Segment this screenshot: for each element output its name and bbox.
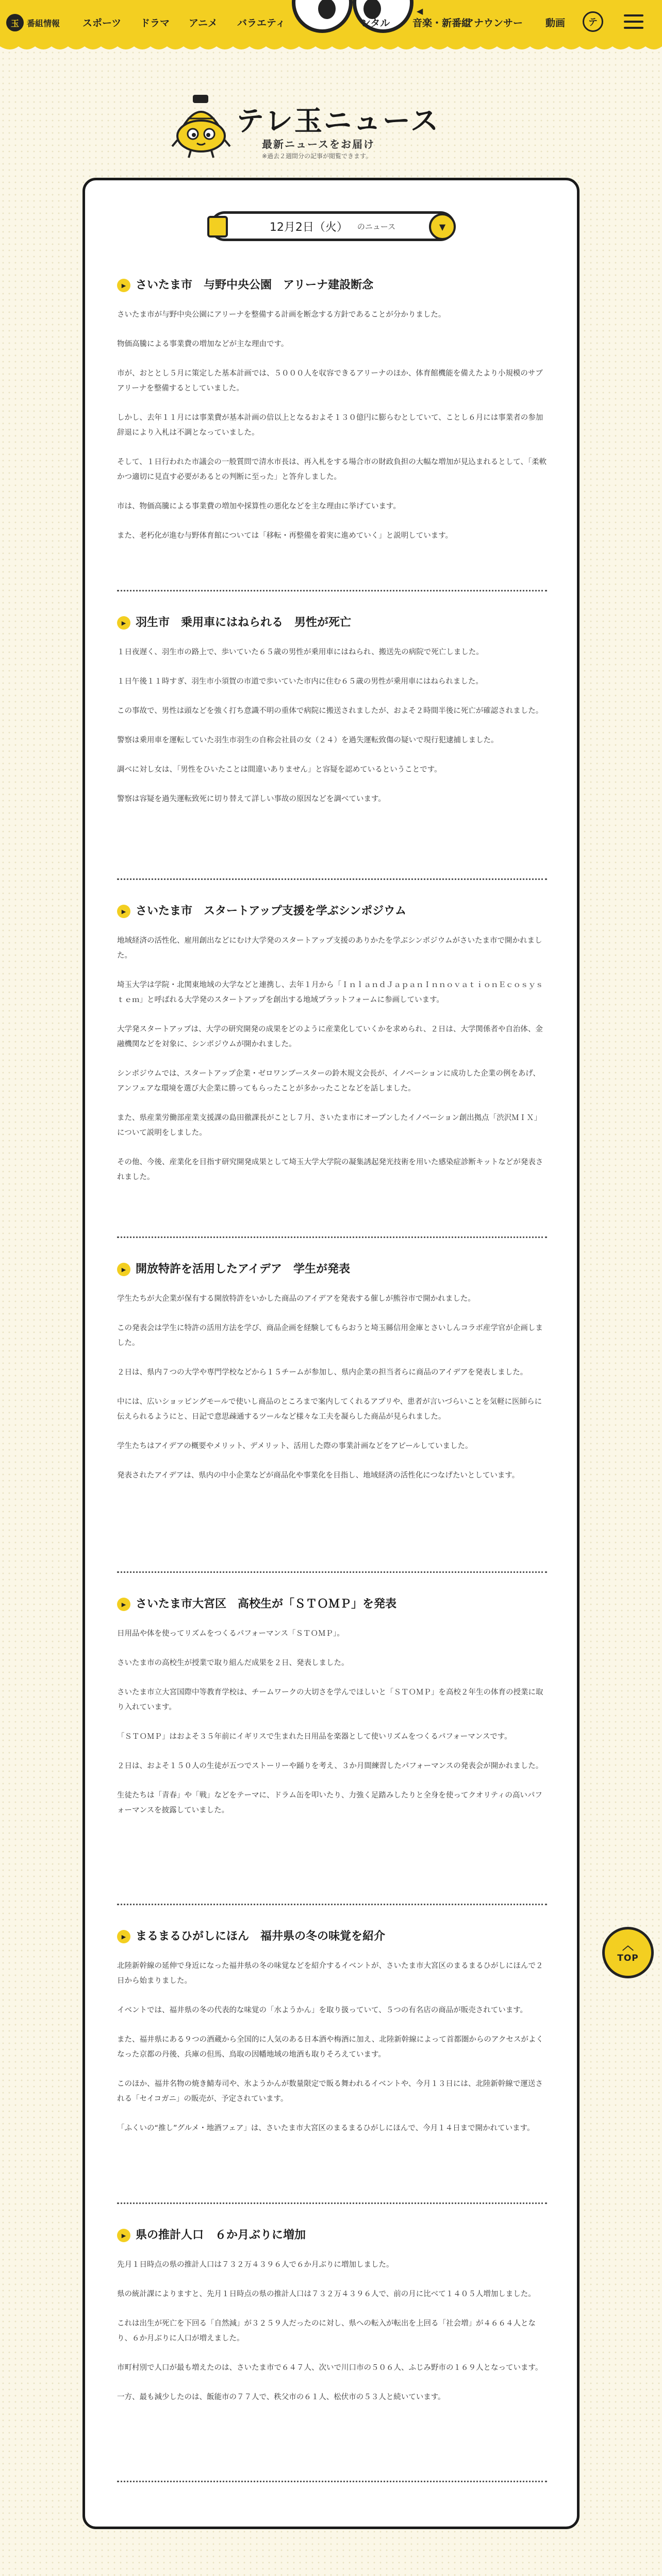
article-title: さいたま市大宮区 高校生が「ＳＴＯＭＰ」を発表 [136, 1598, 397, 1611]
article-divider [117, 1571, 547, 1573]
article-paragraph: また、老朽化が進む与野体育館については「移転・再整備を着実に進めていく」と説明しています。 [117, 532, 453, 540]
chevron-down-icon[interactable]: ▼ [429, 213, 456, 240]
article-paragraph: 生徒たちは「青春」や「戦」などをテーマに、ドラム缶を叩いたり、力強く足踏みしたりと全身を使ってクオリティの高いパフォーマンスを披露していました。 [117, 1791, 542, 1815]
left-eye [292, 0, 353, 33]
article-heading [117, 613, 547, 634]
article-paragraph: ２日は、県内７つの大学や専門学校などから１５チームが参加し、県内企業の担当者らに商品のアイデアを発表しました。 [117, 1368, 528, 1377]
article-paragraph: 大学発スタートアップは、大学の研究開発の成果をどのように産業化していくかを求められ、２日は、大学関係者や自治体、金融機関などを対象に、シンポジウムが開かれました。 [117, 1025, 543, 1048]
article-body [117, 1959, 547, 2136]
article-paragraph: その他、今後、産業化を目指す研究開発成果として埼玉大学大学院の凝集誘起発光技術を用いた感染症診断キットなどが発表されました。 [117, 1158, 543, 1181]
article-body [117, 934, 547, 1185]
article-paragraph: 学生たちはアイデアの概要やメリット、デメリット、活用した際の事業計画などをアピールしていました。 [117, 1442, 473, 1450]
article-divider [117, 2202, 547, 2204]
play-bullet-icon: ▶ [117, 2229, 130, 2242]
article-heading [117, 1927, 547, 1947]
article-paragraph: これは出生が死亡を下回る「自然減」が３２５９人だったのに対し、県への転入が転出を上回る「社会増」が４６６４人となり、６か月ぶりに人口が増えました。 [117, 2319, 536, 2343]
article-paragraph: 警察は容疑を過失運転致死に切り替えて詳しい事故の原因などを調べています。 [117, 795, 386, 803]
nav-item-rental[interactable]: ンタル [361, 18, 390, 29]
hamburger-menu-icon[interactable] [624, 14, 643, 30]
article-heading [117, 902, 547, 922]
article-paragraph: このほか、福井名物の焼き鯖寿司や、氷ようかんが数量限定で販る舞われるイベントや、今月１３日には、北陸新幹線で運送される「セイコガニ」の販売が、予定されています。 [117, 2080, 543, 2103]
article-paragraph: 「ＳＴＯＭＰ」はおよそ３５年前にイギリスで生まれた日用品を楽器として使いリズムをつくるパフォーマンスです。 [117, 1733, 512, 1741]
nav-item-variety[interactable]: バラエティ [237, 18, 286, 29]
news-card [82, 178, 580, 2529]
article-paragraph: 市町村別で人口が最も増えたのは、さいたま市で６４７人、次いで川口市の５０６人、ふじみ野市の１６９人となっています。 [117, 2364, 543, 2372]
article-divider [117, 1904, 547, 1905]
logo-text: 番組情報 [27, 18, 60, 28]
nav-item-video[interactable]: 動画 [545, 18, 566, 29]
article-body [117, 1292, 547, 1483]
article-paragraph: この発表会は学生に特許の活用方法を学び、商品企画を経験してもらおうと埼玉縣信用金庫とさいしんコラボ産学官が企画しました。 [117, 1324, 543, 1347]
logo-badge: 玉 [6, 14, 24, 31]
article-paragraph: イベントでは、福井県の冬の代表的な味覚の「水ようかん」を取り扱っていて、５つの有名店の商品が販売されています。 [117, 2006, 528, 2014]
page-title: テレ玉ニュース [236, 105, 440, 137]
article-body [117, 1626, 547, 1818]
article-title: さいたま市 スタートアップ支援を学ぶシンポジウム [136, 905, 407, 918]
chevron-up-icon: ︿ [622, 1940, 634, 1953]
nav-item-anime[interactable]: アニメ [189, 18, 218, 29]
article-title: さいたま市 与野中央公園 アリーナ建設断念 [136, 279, 374, 292]
nav-item-drama[interactable]: ドラマ [140, 18, 170, 29]
article-paragraph: 北陸新幹線の延伸で身近になった福井県の冬の味覚などを紹介するイベントが、さいたま市大宮区のまるまるひがしにほんで２日から始まりました。 [117, 1962, 543, 1985]
article-paragraph: １日夜遅く、羽生市の路上で、歩いていた６５歳の男性が乗用車にはねられ、搬送先の病院で死亡しました。 [117, 648, 484, 656]
article-paragraph: 中には、広いショッピングモールで使いし商品のところまで案内してくれるアプリや、患者が言いづらいことを気軽に医師らに伝えられるようにと、日記で意思疎通するツールなど様々な工夫を凝らした商品が見られました。 [117, 1398, 542, 1421]
article-heading [117, 276, 547, 296]
article-paragraph: 先月１日時点の県の推計人口は７３２万４３９６人で６か月ぶりに増加しました。 [117, 2261, 394, 2269]
news-article [117, 613, 547, 821]
nav-item-announcer[interactable]: アナウンサー [464, 18, 523, 29]
play-bullet-icon: ▶ [117, 905, 130, 918]
news-article [117, 1927, 547, 2150]
article-paragraph: １日午後１１時すぎ、羽生市小須賀の市道で歩いていた市内に住む６５歳の男性が乗用車にはねられました。 [117, 677, 483, 686]
article-paragraph: そして、１日行われた市議会の一般質問で清水市長は、再入札をする場合市の財政負担の大幅な増加が見込まれるとして、「柔軟かつ適切に見直す必要があるとの判断に至った」と答弁しました。 [117, 458, 547, 481]
news-header [170, 93, 492, 170]
play-bullet-icon: ▶ [117, 1930, 130, 1943]
news-article [117, 902, 547, 1199]
article-paragraph: 発表されたアイデアは、県内の中小企業などが商品化や事業化を目指し、地域経済の活性化につなげたいとしています。 [117, 1471, 520, 1480]
archive-note: ※過去２週間分の記事が閲覧できます。 [262, 152, 372, 160]
article-paragraph: 県の統計課によりますと、先月１日時点の県の推計人口は７３２万４３９６人で、前の月に比べて１４０５人増加しました。 [117, 2290, 536, 2298]
article-paragraph: しかし、去年１１月には事業費が基本計画の倍以上となるおよそ１３０億円に膨らむとしていて、ことし６月には事業者の参加辞退により入札は不調となっていました。 [117, 414, 543, 437]
article-divider [117, 1236, 547, 1238]
article-title: 開放特許を活用したアイデア 学生が発表 [136, 1263, 351, 1276]
back-to-top-button[interactable] [602, 1927, 654, 1978]
arrow-left-icon[interactable]: ◀ [417, 6, 423, 16]
article-paragraph: さいたま市立大宮国際中等教育学校は、チームワークの大切さを学んでほしいと「ＳＴＯＭＰ」を高校２年生の体育の授業に取り入れています。 [117, 1688, 543, 1711]
article-paragraph: また、県産業労働部産業支援課の島田徹課長がことし７月、さいたま市にオープンしたイノベーション創出拠点「渋沢ＭＩＸ」について説明をしました。 [117, 1114, 542, 1137]
mascot-eyes [292, 0, 416, 26]
article-paragraph: 警察は乗用車を運転していた羽生市羽生の自称会社員の女（２４）を過失運転致傷の疑いで現行犯逮捕しました。 [117, 736, 499, 744]
top-navigation [0, 0, 662, 45]
selected-date: 12月2日（火） [269, 221, 348, 234]
nav-wave-divider [0, 43, 662, 54]
nav-item-sports[interactable]: スポーツ [82, 18, 122, 29]
nav-item-music[interactable]: 音楽・新番組 [412, 18, 472, 29]
play-bullet-icon: ▶ [117, 279, 130, 292]
article-paragraph: 物価高騰による事業費の増加などが主な理由です。 [117, 340, 289, 348]
article-paragraph: ２日は、およそ１５０人の生徒が五つでストーリーや踊りを考え、３か月間練習したパフォーマンスの発表会が開かれました。 [117, 1762, 543, 1770]
news-article [117, 276, 547, 558]
site-logo[interactable] [6, 11, 60, 34]
play-bullet-icon: ▶ [117, 1598, 130, 1611]
tv-icon[interactable]: テ [583, 11, 603, 32]
play-bullet-icon: ▶ [117, 1263, 130, 1276]
article-divider [117, 878, 547, 880]
article-paragraph: 地域経済の活性化、雇用創出などにむけ大学発のスタートアップ支援のありかたを学ぶシンポジウムがさいたま市で開かれました。 [117, 937, 542, 960]
news-article [117, 2226, 547, 2419]
calendar-icon [207, 216, 228, 238]
article-paragraph: さいたま市の高校生が授業で取り組んだ成果を２日、発表しました。 [117, 1659, 349, 1667]
article-paragraph: 調べに対し女は、「男性をひいたことは間違いありません」と容疑を認めているということです。 [117, 766, 442, 774]
article-title: 羽生市 乗用車にはねられる 男性が死亡 [136, 616, 352, 629]
article-paragraph: この事故で、男性は頭などを強く打ち意識不明の重体で病院に搬送されましたが、およそ２時間半後に死亡が確認されました。 [117, 707, 543, 715]
article-paragraph: 市が、おととし５月に策定した基本計画では、５０００人を収容できるアリーナのほか、体育館機能を備えたより小規模のサブアリーナを整備するとしていました。 [117, 369, 543, 393]
article-paragraph: 日用品や体を使ってリズムをつくるパフォーマンス「ＳＴＯＭＰ」。 [117, 1630, 344, 1638]
news-article [117, 1595, 547, 1833]
article-title: まるまるひがしにほん 福井県の冬の味覚を紹介 [136, 1930, 386, 1943]
page-subtitle: 最新ニュースをお届け [262, 138, 375, 150]
article-paragraph: 「ふくいの“推し”グルメ・地酒フェア」は、さいたま市大宮区のまるまるひがしにほんで、今月１４日まで開かれています。 [117, 2124, 535, 2132]
article-paragraph: また、福井県にある９つの酒蔵から全国的に人気のある日本酒や梅酒に加え、北陸新幹線によって首都圏からのアクセスがよくなった京都の丹後、兵庫の但馬、鳥取の因幡地域の地酒も取りそろえています。 [117, 2036, 543, 2059]
article-heading [117, 1260, 547, 1280]
article-paragraph: さいたま市が与野中央公園にアリーナを整備する計画を断念する方針であることが分かりました。 [117, 311, 446, 319]
article-paragraph: 市は、物価高騰による事業費の増加や採算性の悪化などを主な理由に挙げています。 [117, 502, 401, 511]
top-button-label: TOP [617, 1953, 639, 1963]
date-selector[interactable] [210, 211, 455, 241]
date-suffix: のニュース [357, 222, 396, 231]
article-heading [117, 2226, 547, 2246]
article-title: 県の推計人口 ６か月ぶりに増加 [136, 2229, 306, 2242]
article-paragraph: シンポジウムでは、スタートアップ企業・ゼロワンブースターの鈴木規文会長が、イノベーションに成功した企業の例をあげ、アンフェアな環境を選び大企業に勝ってもらったことが多かったことなどを話しました。 [117, 1070, 540, 1093]
article-paragraph: 一方、最も減少したのは、飯能市の７７人で、秩父市の６１人、松伏市の５３人と続いています。 [117, 2393, 445, 2401]
article-body [117, 2258, 547, 2405]
article-divider [117, 2481, 547, 2482]
article-heading [117, 1595, 547, 1615]
mascot-icon [170, 93, 232, 160]
news-article [117, 1260, 547, 1498]
article-body [117, 308, 547, 544]
article-body [117, 645, 547, 807]
article-divider [117, 590, 547, 591]
play-bullet-icon: ▶ [117, 616, 130, 630]
article-paragraph: 埼玉大学は学院・北関東地域の大学などと連携し、去年１月から「ＩｎｌａｎｄＪａｐａｎＩｎｎｏｖａｔｉｏｎＥｃｏｓｙｓｔｅｍ」と呼ばれる大学発のスタートアップを創出する地域プラットフォームに参画しています。 [117, 981, 543, 1004]
article-paragraph: 学生たちが大企業が保有する開放特許をいかした商品のアイデアを発表する催しが熊谷市で開かれました。 [117, 1295, 475, 1303]
